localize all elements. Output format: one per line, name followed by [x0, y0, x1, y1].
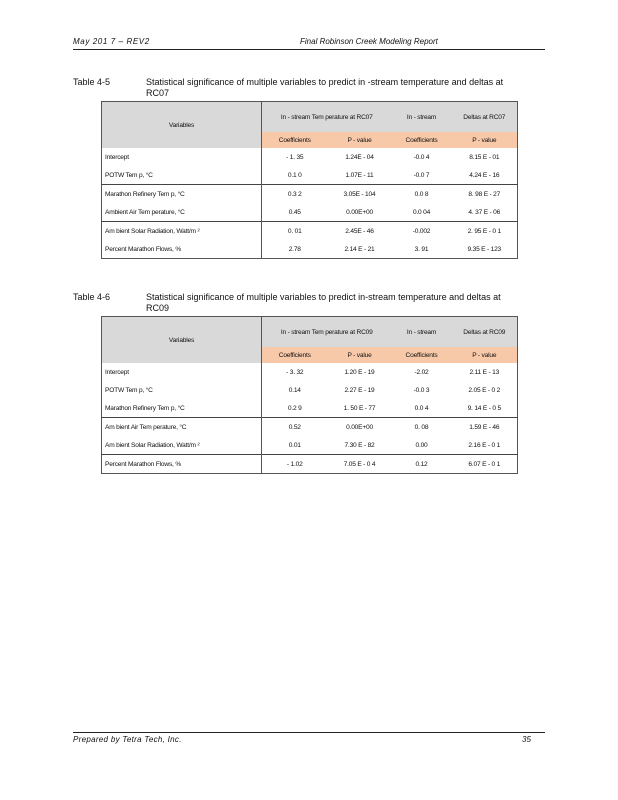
coefficient-cell: 0.0 04: [412, 208, 431, 216]
coefficient-cell: -0.0 4: [413, 153, 430, 161]
page-number: 35: [522, 735, 531, 744]
coefficient-cell: 0. 01: [262, 222, 328, 241]
pvalue-cell: 3.05E - 104: [328, 185, 392, 204]
coefficient-cell: - 1.02: [262, 455, 328, 474]
table-row: [102, 455, 518, 474]
running-footer-left: Prepared by Tetra Tech, Inc.: [73, 735, 182, 744]
coefficient-cell: -0.0 3: [413, 386, 430, 394]
row-label: Percent Marathon Flows, %: [102, 455, 262, 474]
coefficient-cell: 0.3 2: [262, 185, 328, 204]
pvalue-cell: 7.05 E - 0 4: [328, 455, 392, 474]
table1-group-deltas-a: In - stream: [392, 102, 452, 133]
coefficient-cell: 0.01: [262, 436, 328, 455]
table1-group-deltas-b: Deltas at RC07: [452, 102, 518, 133]
coefficient-cell: 2.78: [262, 240, 328, 259]
table-row: [102, 363, 518, 381]
table2-label: Table 4-6: [73, 292, 111, 302]
table1-sub-coefficients-2: Coefficients: [392, 132, 452, 148]
running-header-title: Final Robinson Creek Modeling Report: [300, 37, 438, 46]
table2-group-deltas-b: Deltas at RC09: [452, 317, 518, 348]
table-row: [102, 203, 518, 222]
pvalue-cell: 9.35 E - 123: [467, 245, 502, 253]
table1-statistics: [101, 101, 518, 259]
table2-statistics: [101, 316, 518, 474]
table2-variables-header: Variables: [102, 317, 262, 364]
table1-sub-coefficients-1: Coefficients: [262, 132, 328, 148]
row-label: Marathon Refinery Tem p, °C: [102, 185, 262, 204]
pvalue-cell: 7.30 E - 82: [344, 441, 375, 449]
header-rule: [73, 49, 545, 50]
table2-group-deltas-a: In - stream: [392, 317, 452, 348]
pvalue-cell: 2. 95 E - 0 1: [452, 222, 518, 241]
pvalue-cell: 6.07 E - 0 1: [452, 455, 518, 474]
table-row: [102, 148, 518, 166]
table1-group-temperature: In - stream Tem perature at RC07: [262, 102, 392, 133]
table-row: [102, 381, 518, 399]
row-label: Intercept: [105, 153, 129, 161]
table2-sub-pvalue-1: P - value: [328, 347, 392, 363]
table1-caption: Statistical significance of multiple variables to predict in -stream temperature and deltas at RC07: [146, 77, 504, 98]
table2-sub-coefficients-2: Coefficients: [392, 347, 452, 363]
pvalue-cell: 2.14 E - 21: [344, 245, 375, 253]
table2-group-temperature: In - stream Tem perature at RC09: [262, 317, 392, 348]
coefficient-cell: -0.002: [392, 222, 452, 241]
table1-variables-header: Variables: [102, 102, 262, 149]
footer-rule: [73, 732, 545, 733]
coefficient-cell: 0.14: [262, 381, 328, 399]
pvalue-cell: 1. 50 E - 77: [343, 404, 376, 412]
pvalue-cell: 0.00E+00: [328, 418, 392, 437]
row-label: Am bient Solar Radiation, Watt/m ²: [102, 222, 262, 241]
pvalue-cell: 4.24 E - 16: [469, 171, 500, 179]
coefficient-cell: - 3. 32: [262, 363, 328, 381]
table1-sub-pvalue-1: P - value: [328, 132, 392, 148]
coefficient-cell: 0.0 8: [392, 185, 452, 204]
row-label: Marathon Refinery Tem p, °C: [105, 404, 185, 412]
coefficient-cell: 0.45: [262, 203, 328, 222]
coefficient-cell: -0.0 7: [413, 171, 430, 179]
pvalue-cell: 8.15 E - 01: [469, 153, 500, 161]
coefficient-cell: 0.52: [262, 418, 328, 437]
table-row: [102, 240, 518, 259]
table2-caption: Statistical significance of multiple variables to predict in-stream temperature and deltas at RC09: [146, 292, 501, 313]
table-row: [102, 399, 518, 418]
pvalue-cell: 2.05 E - 0 2: [468, 386, 501, 394]
row-label: Intercept: [105, 368, 129, 376]
table-row: [102, 222, 518, 241]
coefficient-cell: 0.1 0: [262, 166, 328, 185]
pvalue-cell: 1.24E - 04: [345, 153, 374, 161]
pvalue-cell: 1.20 E - 19: [344, 368, 375, 376]
table2-sub-pvalue-2: P - value: [452, 347, 518, 363]
table1-label: Table 4-5: [73, 77, 111, 87]
coefficient-cell: - 1. 35: [262, 148, 328, 166]
running-header-left: May 201 7 – REV2: [73, 37, 150, 46]
pvalue-cell: 2.11 E - 13: [469, 368, 500, 376]
row-label: POTW Tem p, °C: [105, 171, 153, 179]
pvalue-cell: 4. 37 E - 06: [468, 208, 501, 216]
table-row: [102, 436, 518, 455]
row-label: Percent Marathon Flows, %: [105, 245, 181, 253]
table1-sub-pvalue-2: P - value: [452, 132, 518, 148]
pvalue-cell: 0.00E+00: [346, 208, 373, 216]
pvalue-cell: 9. 14 E - 0 5: [467, 404, 501, 412]
row-label: Am bient Air Tem perature, °C: [102, 418, 262, 437]
pvalue-cell: 2.27 E - 19: [344, 386, 375, 394]
coefficient-cell: 0.12: [392, 455, 452, 474]
pvalue-cell: 8. 98 E - 27: [452, 185, 518, 204]
pvalue-cell: 2.45E - 46: [328, 222, 392, 241]
table2-sub-coefficients-1: Coefficients: [262, 347, 328, 363]
coefficient-cell: 0.2 9: [262, 399, 328, 418]
coefficient-cell: 0. 08: [392, 418, 452, 437]
coefficient-cell: 0.00: [415, 441, 428, 449]
coefficient-cell: 3. 91: [414, 245, 429, 253]
table-row: [102, 185, 518, 204]
pvalue-cell: 2.16 E - 0 1: [468, 441, 501, 449]
row-label: POTW Tem p, °C: [105, 386, 153, 394]
pvalue-cell: 1.07E - 11: [345, 171, 374, 179]
pvalue-cell: 1.59 E - 46: [452, 418, 518, 437]
table-row: [102, 166, 518, 185]
coefficient-cell: 0.0 4: [414, 404, 429, 412]
row-label: Am bient Solar Radiation, Watt/m ²: [105, 441, 200, 449]
table-row: [102, 418, 518, 437]
coefficient-cell: -2.02: [414, 368, 429, 376]
row-label: Ambient Air Tem perature, °C: [105, 208, 185, 216]
